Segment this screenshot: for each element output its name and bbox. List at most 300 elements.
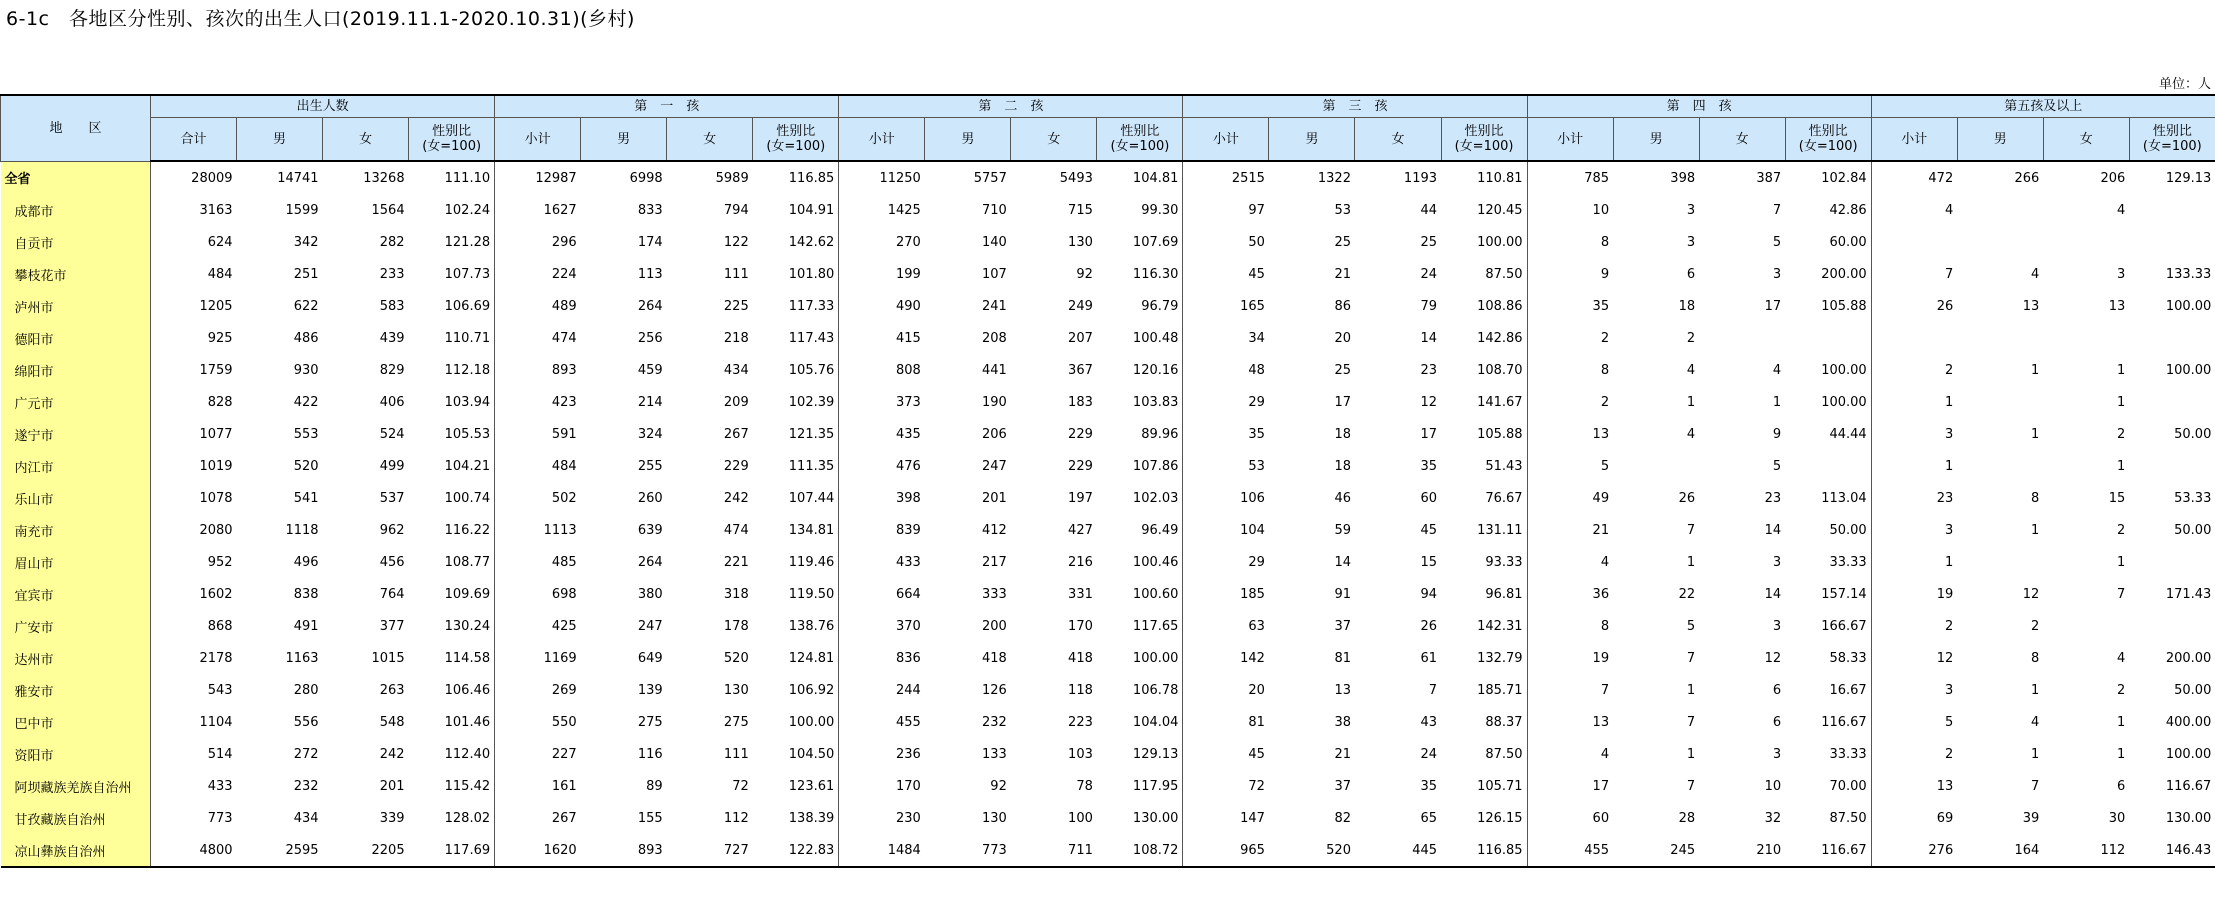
table-cell: 70.00 <box>1785 770 1871 802</box>
table-cell: 496 <box>293 554 319 570</box>
table-cell: 785 <box>1584 170 1610 186</box>
table-cell: 434 <box>293 810 319 826</box>
table-cell: 170 <box>1068 618 1093 634</box>
table-cell: 116.22 <box>409 514 495 546</box>
table-cell: 87.50 <box>1785 802 1871 834</box>
table-cell: 140 <box>982 234 1007 250</box>
table-cell: 197 <box>1068 490 1093 506</box>
region-name: 泸州市 <box>1 290 151 322</box>
header-subcolumn: 男 <box>925 118 1011 162</box>
table-cell: 46 <box>1334 490 1351 506</box>
table-cell: 4800 <box>151 834 237 867</box>
table-cell: 229 <box>723 458 749 474</box>
table-cell: 342 <box>293 234 319 250</box>
table-cell: 808 <box>895 362 921 378</box>
table-row <box>1 386 2215 418</box>
region-name: 内江市 <box>1 450 151 482</box>
table-cell: 12 <box>2022 586 2040 602</box>
table-cell: 232 <box>293 778 319 794</box>
table-cell: 930 <box>293 362 319 378</box>
table-cell: 5 <box>1772 234 1782 250</box>
table-cell: 100.00 <box>2165 298 2212 314</box>
table-cell: 58.33 <box>1785 642 1871 674</box>
table-cell: 53 <box>1248 458 1265 474</box>
table-cell: 7 <box>1600 682 1610 698</box>
table-cell: 170 <box>895 778 921 794</box>
table-cell: 96.79 <box>1097 290 1183 322</box>
table-cell: 247 <box>637 618 663 634</box>
table-cell: 34 <box>1248 330 1265 346</box>
table-cell: 23 <box>1764 490 1782 506</box>
table-cell: 1 <box>1944 394 1954 410</box>
table-cell: 242 <box>723 490 749 506</box>
table-cell: 8 <box>1600 618 1610 634</box>
table-cell: 2 <box>1944 362 1954 378</box>
table-cell: 63 <box>1248 618 1265 634</box>
table-cell: 412 <box>982 522 1007 538</box>
table-cell: 28 <box>1678 810 1696 826</box>
table-cell: 893 <box>551 362 577 378</box>
table-cell: 423 <box>551 394 577 410</box>
table-cell: 133 <box>982 746 1007 762</box>
table-cell: 427 <box>1068 522 1093 538</box>
table-cell: 333 <box>982 586 1007 602</box>
table-cell: 123.61 <box>753 770 839 802</box>
table-cell: 89.96 <box>1097 418 1183 450</box>
table-cell <box>1957 450 2043 482</box>
table-cell: 18 <box>1678 298 1696 314</box>
table-cell: 122.83 <box>753 834 839 867</box>
table-cell: 108.77 <box>409 546 495 578</box>
table-cell: 502 <box>551 490 577 506</box>
header-subcolumn: 女 <box>667 118 753 162</box>
table-cell: 107 <box>982 266 1007 282</box>
table-cell: 764 <box>379 586 405 602</box>
table-cell: 113 <box>637 266 663 282</box>
table-cell: 117.65 <box>1097 610 1183 642</box>
table-cell: 472 <box>1928 170 1954 186</box>
table-cell: 102.24 <box>409 194 495 226</box>
table-row <box>1 258 2215 290</box>
table-cell: 422 <box>293 394 319 410</box>
table-cell: 1 <box>2030 426 2040 442</box>
table-cell: 1104 <box>199 714 233 730</box>
table-cell: 50 <box>1248 234 1265 250</box>
table-cell: 280 <box>293 682 319 698</box>
table-cell: 556 <box>293 714 319 730</box>
table-cell: 100.74 <box>409 482 495 514</box>
table-row <box>1 802 2215 834</box>
table-cell: 474 <box>551 330 577 346</box>
table-cell: 15 <box>1420 554 1438 570</box>
region-name: 广安市 <box>1 610 151 642</box>
table-cell: 839 <box>895 522 921 538</box>
table-cell: 484 <box>207 266 233 282</box>
table-cell: 104.21 <box>409 450 495 482</box>
table-cell: 1 <box>1944 458 1954 474</box>
table-cell: 114.58 <box>409 642 495 674</box>
table-cell: 133.33 <box>2165 266 2212 282</box>
table-cell: 639 <box>637 522 663 538</box>
table-cell: 16.67 <box>1785 674 1871 706</box>
table-cell: 236 <box>895 746 921 762</box>
header-subcolumn: 女 <box>1011 118 1097 162</box>
table-cell: 142.31 <box>1441 610 1527 642</box>
table-cell: 28009 <box>191 170 233 186</box>
table-cell: 13 <box>2022 298 2040 314</box>
table-cell: 965 <box>1183 834 1269 867</box>
table-cell: 398 <box>1670 170 1696 186</box>
region-name: 全省 <box>1 161 151 194</box>
table-cell: 664 <box>895 586 921 602</box>
table-cell <box>1957 546 2043 578</box>
region-name: 眉山市 <box>1 546 151 578</box>
table-row <box>1 354 2215 386</box>
table-cell: 107.73 <box>409 258 495 290</box>
table-cell: 86 <box>1334 298 1351 314</box>
table-cell: 2 <box>1944 618 1954 634</box>
table-cell: 130 <box>723 682 749 698</box>
table-cell: 1 <box>1772 394 1782 410</box>
table-cell: 269 <box>551 682 577 698</box>
region-name: 阿坝藏族羌族自治州 <box>1 770 151 802</box>
table-cell: 104.91 <box>753 194 839 226</box>
table-cell: 45 <box>1420 522 1438 538</box>
table-cell: 121.35 <box>753 418 839 450</box>
table-cell: 1118 <box>285 522 319 538</box>
table-cell: 7 <box>1686 714 1696 730</box>
table-cell: 53 <box>1334 202 1351 218</box>
table-cell: 35 <box>1420 458 1438 474</box>
table-cell: 8 <box>1600 234 1610 250</box>
table-cell: 2 <box>2117 682 2126 698</box>
table-cell: 60 <box>1420 490 1438 506</box>
table-cell: 3 <box>2117 266 2126 282</box>
table-cell: 199 <box>895 266 921 282</box>
region-name: 达州市 <box>1 642 151 674</box>
table-cell: 4 <box>1944 202 1954 218</box>
table-cell: 214 <box>637 394 663 410</box>
table-cell: 6998 <box>629 170 663 186</box>
table-cell: 105.53 <box>409 418 495 450</box>
table-cell: 100.00 <box>1441 226 1527 258</box>
table-cell <box>1957 386 2043 418</box>
table-cell: 541 <box>293 490 319 506</box>
table-cell: 1163 <box>285 650 319 666</box>
table-cell: 6 <box>2117 778 2126 794</box>
table-cell: 29 <box>1248 554 1265 570</box>
header-region: 地 区 <box>1 95 151 161</box>
table-cell: 7 <box>1686 522 1696 538</box>
table-cell: 1 <box>2030 746 2040 762</box>
table-cell: 105.88 <box>1441 418 1527 450</box>
table-cell: 7 <box>1428 682 1438 698</box>
table-cell: 13 <box>1592 426 1610 442</box>
region-name: 遂宁市 <box>1 418 151 450</box>
header-subcolumn: 性别比 (女=100) <box>1441 118 1527 162</box>
table-cell <box>2043 610 2129 642</box>
table-cell: 112.18 <box>409 354 495 386</box>
table-cell: 244 <box>895 682 921 698</box>
table-cell: 13 <box>1936 778 1954 794</box>
table-cell: 126 <box>982 682 1007 698</box>
table-cell: 3 <box>1944 522 1954 538</box>
header-subcolumn: 小计 <box>839 118 925 162</box>
header-subcolumn: 性别比 (女=100) <box>1785 118 1871 162</box>
table-cell: 698 <box>551 586 577 602</box>
table-cell: 78 <box>1076 778 1093 794</box>
table-cell: 1 <box>2117 714 2126 730</box>
table-cell: 35 <box>1420 778 1438 794</box>
region-name: 南充市 <box>1 514 151 546</box>
table-cell: 8 <box>2030 490 2040 506</box>
table-cell <box>1613 450 1699 482</box>
table-cell: 110.71 <box>409 322 495 354</box>
table-cell: 185.71 <box>1441 674 1527 706</box>
header-group: 第 三 孩 <box>1183 95 1527 118</box>
table-cell: 1602 <box>199 586 233 602</box>
table-cell: 3 <box>1944 426 1954 442</box>
table-cell: 2 <box>2030 618 2040 634</box>
table-cell: 415 <box>895 330 921 346</box>
table-cell: 104 <box>1240 522 1265 538</box>
table-cell: 51.43 <box>1441 450 1527 482</box>
table-cell: 111 <box>723 266 749 282</box>
table-cell: 833 <box>637 202 663 218</box>
table-row <box>1 738 2215 770</box>
table-cell: 233 <box>379 266 405 282</box>
table-cell: 100.46 <box>1097 546 1183 578</box>
table-cell: 229 <box>1068 458 1093 474</box>
table-cell: 4 <box>2030 266 2040 282</box>
table-cell: 99.30 <box>1097 194 1183 226</box>
table-cell: 838 <box>293 586 319 602</box>
table-cell: 773 <box>925 834 1011 867</box>
table-cell: 1113 <box>543 522 577 538</box>
table-cell: 116.67 <box>1785 834 1871 867</box>
table-cell: 116.30 <box>1097 258 1183 290</box>
table-cell: 255 <box>637 458 663 474</box>
table-cell: 76.67 <box>1441 482 1527 514</box>
table-cell: 418 <box>1068 650 1093 666</box>
table-cell: 72 <box>1248 778 1265 794</box>
table-cell <box>1957 194 2043 226</box>
table-cell: 1627 <box>543 202 577 218</box>
table-cell: 6 <box>1772 682 1782 698</box>
table-cell: 14 <box>1334 554 1351 570</box>
table-cell: 128.02 <box>409 802 495 834</box>
table-cell: 459 <box>637 362 663 378</box>
table-cell: 1 <box>2117 746 2126 762</box>
table-cell: 276 <box>1871 834 1957 867</box>
table-cell: 48 <box>1248 362 1265 378</box>
table-cell: 12 <box>1936 650 1954 666</box>
table-cell: 1 <box>2030 682 2040 698</box>
table-cell <box>2129 322 2215 354</box>
table-cell: 24 <box>1420 266 1438 282</box>
table-cell: 10 <box>1592 202 1610 218</box>
table-cell: 109.69 <box>409 578 495 610</box>
table-cell: 433 <box>895 554 921 570</box>
table-cell: 100 <box>1068 810 1093 826</box>
table-cell: 455 <box>895 714 921 730</box>
table-cell: 108.72 <box>1097 834 1183 867</box>
table-cell: 1 <box>2117 362 2126 378</box>
table-cell: 267 <box>551 810 577 826</box>
table-cell: 174 <box>637 234 663 250</box>
table-cell: 130 <box>982 810 1007 826</box>
table-cell: 1599 <box>285 202 319 218</box>
table-cell: 134.81 <box>753 514 839 546</box>
table-cell: 50.00 <box>2174 522 2212 538</box>
table-cell: 201 <box>379 778 405 794</box>
header-subcolumn: 女 <box>323 118 409 162</box>
table-cell: 79 <box>1420 298 1438 314</box>
table-cell: 339 <box>379 810 405 826</box>
table-cell: 23 <box>1936 490 1954 506</box>
table-cell: 209 <box>723 394 749 410</box>
table-cell: 1484 <box>839 834 925 867</box>
table-cell: 101.80 <box>753 258 839 290</box>
table-cell: 445 <box>1355 834 1441 867</box>
table-cell: 245 <box>1613 834 1699 867</box>
table-cell: 97 <box>1248 202 1265 218</box>
table-cell: 17 <box>1334 394 1351 410</box>
table-cell: 230 <box>895 810 921 826</box>
table-cell <box>2129 546 2215 578</box>
table-cell: 105.76 <box>753 354 839 386</box>
table-cell: 142.62 <box>753 226 839 258</box>
table-cell: 100.00 <box>1785 386 1871 418</box>
table-cell: 147 <box>1240 810 1265 826</box>
table-cell: 35 <box>1592 298 1610 314</box>
page-title: 6-1c 各地区分性别、孩次的出生人口(2019.11.1-2020.10.31)(乡村) <box>6 8 635 30</box>
region-name: 广元市 <box>1 386 151 418</box>
table-cell: 263 <box>379 682 405 698</box>
table-cell: 13 <box>1592 714 1610 730</box>
table-cell: 26 <box>1420 618 1438 634</box>
table-row <box>1 161 2215 194</box>
table-cell: 5 <box>1600 458 1610 474</box>
table-cell: 119.46 <box>753 546 839 578</box>
table-cell <box>1957 322 2043 354</box>
table-row <box>1 610 2215 642</box>
table-cell: 112 <box>2043 834 2129 867</box>
table-cell: 4 <box>1600 746 1610 762</box>
table-cell: 8 <box>2030 650 2040 666</box>
table-cell <box>1785 322 1871 354</box>
table-cell: 25 <box>1334 362 1351 378</box>
table-row <box>1 450 2215 482</box>
table-cell: 117.43 <box>753 322 839 354</box>
table-cell: 10 <box>1764 778 1782 794</box>
header-subcolumn: 小计 <box>1527 118 1613 162</box>
region-name: 雅安市 <box>1 674 151 706</box>
table-cell: 520 <box>293 458 319 474</box>
table-cell: 7 <box>1686 650 1696 666</box>
table-cell: 200.00 <box>1785 258 1871 290</box>
region-name: 凉山彝族自治州 <box>1 834 151 867</box>
table-cell: 91 <box>1334 586 1351 602</box>
table-row <box>1 770 2215 802</box>
table-cell: 106.46 <box>409 674 495 706</box>
table-cell: 2205 <box>323 834 409 867</box>
table-cell: 130.00 <box>1097 802 1183 834</box>
table-cell: 81 <box>1248 714 1265 730</box>
table-cell: 92 <box>990 778 1007 794</box>
header-group: 第 二 孩 <box>839 95 1183 118</box>
table-cell: 45 <box>1248 266 1265 282</box>
table-cell: 649 <box>637 650 663 666</box>
table-cell: 2 <box>1686 330 1696 346</box>
table-row <box>1 226 2215 258</box>
table-cell: 524 <box>379 426 405 442</box>
table-cell: 100.48 <box>1097 322 1183 354</box>
table-cell: 1 <box>2117 554 2126 570</box>
table-cell: 1205 <box>199 298 233 314</box>
table-cell <box>2043 322 2129 354</box>
table-cell: 2 <box>2117 522 2126 538</box>
table-cell: 45 <box>1248 746 1265 762</box>
table-cell: 115.42 <box>409 770 495 802</box>
table-cell: 1564 <box>371 202 405 218</box>
table-cell: 108.86 <box>1441 290 1527 322</box>
table-cell: 216 <box>1068 554 1093 570</box>
table-cell: 2 <box>1600 330 1610 346</box>
header-subcolumn: 女 <box>2043 118 2129 162</box>
table-cell: 434 <box>723 362 749 378</box>
table-cell: 33.33 <box>1785 546 1871 578</box>
table-cell: 94 <box>1420 586 1438 602</box>
table-cell: 229 <box>1068 426 1093 442</box>
table-cell: 11250 <box>879 170 921 186</box>
table-cell: 13268 <box>363 170 405 186</box>
table-cell: 3 <box>1772 266 1782 282</box>
table-cell: 100.00 <box>1785 354 1871 386</box>
table-cell: 1 <box>1686 554 1696 570</box>
table-cell: 836 <box>895 650 921 666</box>
table-cell: 13 <box>1334 682 1351 698</box>
table-cell: 1 <box>2117 458 2126 474</box>
table-cell: 164 <box>1957 834 2043 867</box>
table-cell: 50.00 <box>1785 514 1871 546</box>
table-cell: 130.00 <box>2165 810 2212 826</box>
table-cell: 96.81 <box>1441 578 1527 610</box>
table-cell: 3 <box>1772 618 1782 634</box>
table-cell: 19 <box>1592 650 1610 666</box>
table-cell: 93.33 <box>1441 546 1527 578</box>
table-cell: 828 <box>207 394 233 410</box>
header-subcolumn: 男 <box>1613 118 1699 162</box>
table-cell: 4 <box>1686 362 1696 378</box>
table-cell: 324 <box>637 426 663 442</box>
table-cell: 17 <box>1592 778 1610 794</box>
table-cell: 242 <box>379 746 405 762</box>
table-cell: 121.28 <box>409 226 495 258</box>
table-cell: 7 <box>1772 202 1782 218</box>
table-cell: 116 <box>637 746 663 762</box>
table-cell: 111.35 <box>753 450 839 482</box>
header-subcolumn: 性别比 (女=100) <box>409 118 495 162</box>
table-cell: 59 <box>1334 522 1351 538</box>
unit-label: 单位：人 <box>2158 77 2211 92</box>
table-cell: 270 <box>895 234 921 250</box>
table-cell: 116.85 <box>753 161 839 194</box>
table-cell: 37 <box>1334 778 1351 794</box>
table-cell: 108.70 <box>1441 354 1527 386</box>
table-cell: 425 <box>551 618 577 634</box>
table-cell: 1 <box>1944 554 1954 570</box>
